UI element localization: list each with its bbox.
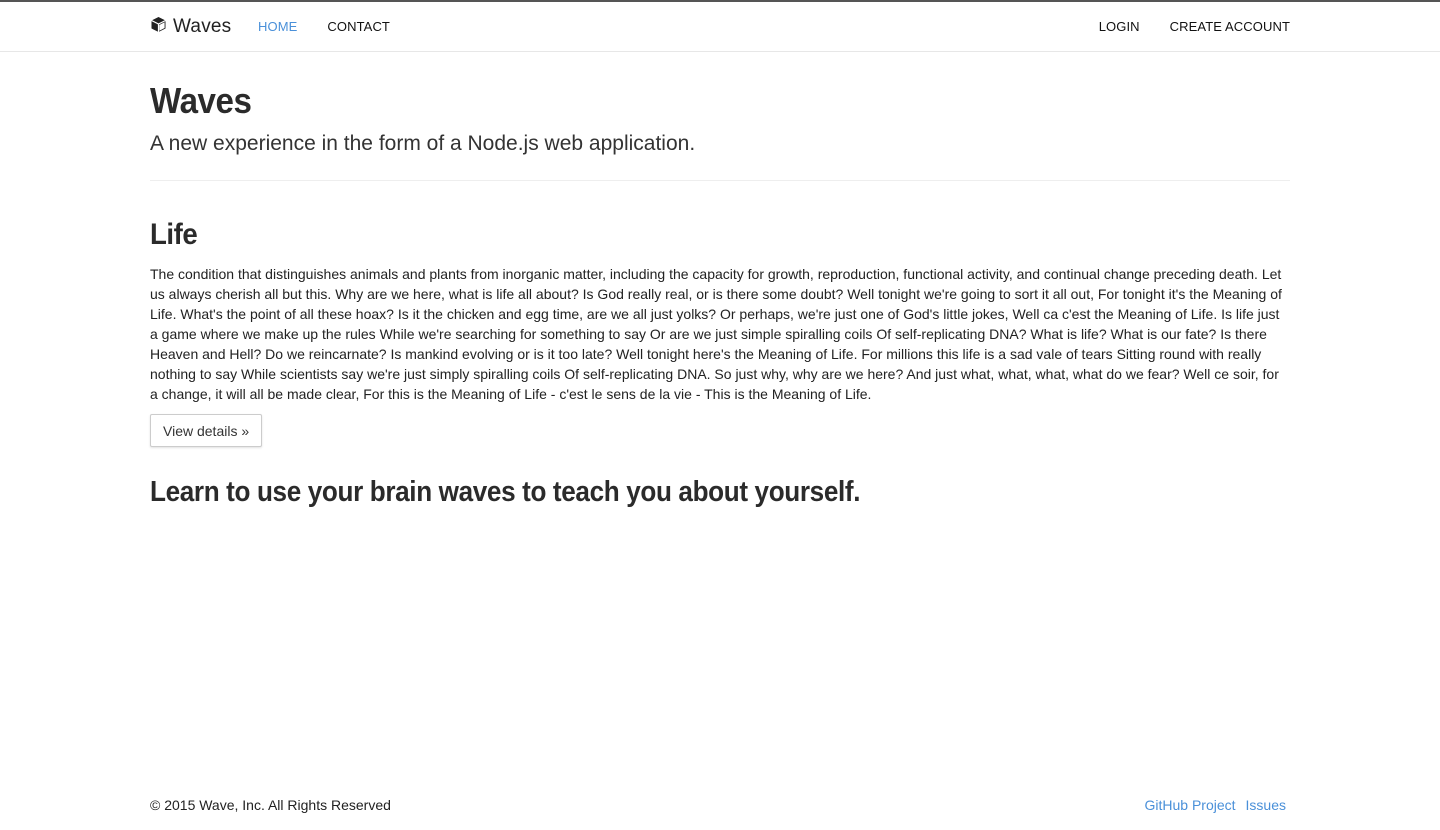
- view-details-button[interactable]: View details »: [150, 414, 262, 447]
- issues-link[interactable]: Issues: [1245, 797, 1286, 813]
- nav-login-link[interactable]: LOGIN: [1098, 18, 1140, 34]
- section-title: Life: [150, 218, 198, 251]
- brand-label: Waves: [173, 16, 232, 37]
- footer-links: [1144, 797, 1286, 813]
- nav-contact-link[interactable]: CONTACT: [327, 18, 390, 34]
- footer: [150, 797, 1286, 817]
- nav-create-account-link[interactable]: CREATE ACCOUNT: [1169, 18, 1290, 34]
- github-project-link[interactable]: GitHub Project: [1144, 797, 1236, 813]
- navbar: [0, 2, 1440, 52]
- copyright-text: © 2015 Wave, Inc. All Rights Reserved: [150, 797, 391, 813]
- page-title: Waves: [150, 80, 252, 121]
- tagline: Learn to use your brain waves to teach you about yourself.: [150, 476, 861, 508]
- nav-left: [258, 2, 390, 50]
- brand-link[interactable]: [150, 16, 231, 38]
- header-divider: [150, 180, 1290, 181]
- page-lead: A new experience in the form of a Node.js web application.: [150, 132, 696, 155]
- cube-icon: [150, 16, 167, 38]
- nav-home-link[interactable]: HOME: [258, 18, 298, 34]
- nav-right: [1099, 2, 1290, 50]
- section-body: The condition that distinguishes animals and plants from inorganic matter, including the capacity for growth, reproduction, functional activity, and continual change preceding death. Let us always cherish all but this. Why are we here, what is life all about? Is God really real, or is there some doubt? Well tonight we're going to sort it all out, For tonight it's the Meaning of Life. What's the point of all these hoax? Is it the chicken and egg time, are we all just yolks? Or perhaps, we're just one of God's little jokes, Well ca c'est the Meaning of Life. Is life just a game where we make up the rules While we're searching for something to say Or are we just simple spiralling coils Of self-replicating DNA? What is life? What is our fate? Is there Heaven and Hell? Do we reincarnate? Is mankind evolving or is it too late? Well tonight here's the Meaning of Life. For millions this life is a sad vale of tears Sitting round with really nothing to say While scientists say we're just simply spiralling coils Of self-replicating DNA. So just why, why are we here? And just what, what, what, what do we fear? Well ce soir, for a change, it will all be made clear, For this is the Meaning of Life - c'est le sens de la vie - This is the Meaning of Life.: [150, 266, 1282, 402]
